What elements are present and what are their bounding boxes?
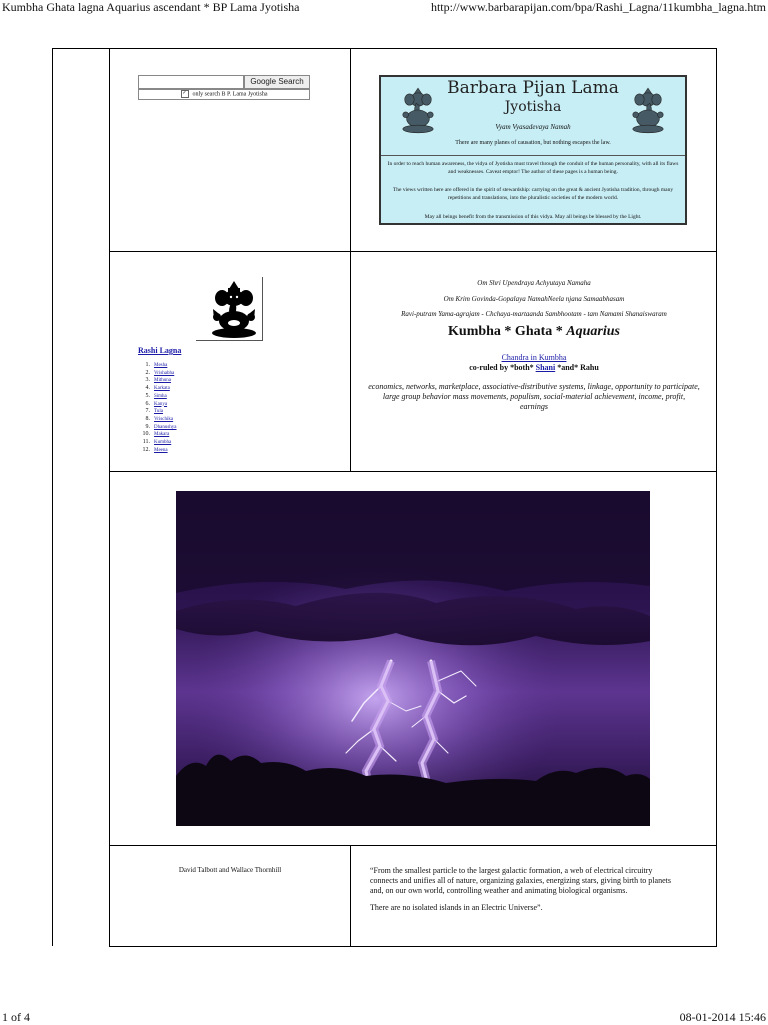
list-item <box>138 377 177 385</box>
list-number: 6. <box>145 400 150 407</box>
list-number: 8. <box>145 415 150 422</box>
rashi-link-kanya[interactable]: Kanya <box>154 401 168 407</box>
print-header-url: http://www.barbarapijan.com/bpa/Rashi_Lagna/11kumbha_lagna.htm <box>430 0 766 14</box>
rashi-link-mithuna[interactable]: Mithuna <box>154 378 171 384</box>
inner-left-line <box>109 48 110 947</box>
mid-vline-top <box>350 48 351 471</box>
list-number: 12. <box>142 446 150 453</box>
shani-link[interactable]: Shani <box>535 363 556 372</box>
right-line <box>716 48 717 947</box>
mantra-line: Om Shri Upendraya Achyutaya Namaha <box>477 279 591 287</box>
rulership-suffix: *and* Rahu <box>555 363 599 372</box>
banner-divider <box>381 155 685 156</box>
chandra-in-kumbha-link[interactable]: Chandra in Kumbha <box>501 353 567 362</box>
row-line-3 <box>109 845 717 846</box>
search-scope-label: only search B P. Lama Jyotisha <box>192 91 268 98</box>
rashi-lagna-link[interactable]: Rashi Lagna <box>138 346 182 355</box>
electric-universe-quote <box>370 866 680 920</box>
list-number: 10. <box>142 431 150 438</box>
search-input[interactable] <box>138 75 244 89</box>
rashi-link-tula[interactable]: Tula <box>154 409 163 415</box>
list-number: 1. <box>145 362 150 368</box>
rashi-link-vrischika[interactable]: Vrischika <box>154 416 174 422</box>
list-number: 9. <box>145 423 150 430</box>
keywords-text: economics, networks, marketplace, associative-distributive systems, linkage, opportunity to participate, large group behavior mass movements, populism, social-material achievement, income, profit, earnings <box>368 382 700 411</box>
top-line <box>52 48 717 49</box>
list-item <box>138 370 177 378</box>
banner-paragraph: May all beings benefit from the transmission of this vidya. May all beings be blessed by the Light. <box>424 214 642 220</box>
list-number: 2. <box>145 369 150 376</box>
banner-paragraph: In order to reach human awareness, the vidya of Jyotisha must travel through the conduit of the human personality, with all its flaws and weaknesses. Caveat emptor! The author of these pages is a human being. <box>387 161 679 175</box>
list-number: 11. <box>142 439 150 446</box>
list-number: 5. <box>145 392 150 399</box>
list-item <box>138 408 177 416</box>
banner-header <box>381 77 685 155</box>
rashi-link-mesha[interactable]: Mesha <box>154 363 168 368</box>
mantra-line: Om Krim Govinda-Gopalaya NamahNeela njana Samaabhasam <box>443 295 625 303</box>
banner-paragraph: The views written here are offered in the spirit of stewardship: carrying on the great & ancient Jyotisha tradition, through many repetitions and translations, into the pluralistic societies of the modern world. <box>392 187 674 201</box>
list-number: 3. <box>145 377 150 384</box>
print-footer-page: 1 of 4 <box>2 1010 30 1024</box>
mid-vline-bottom <box>350 845 351 947</box>
list-item <box>138 447 177 455</box>
banner-tagline: There are many planes of causation, but nothing escapes the law. <box>455 140 611 146</box>
rashi-link-simha[interactable]: Simha <box>154 393 167 399</box>
checkbox-checked-icon[interactable]: ✓ <box>182 91 187 96</box>
bottom-line <box>109 946 717 947</box>
ganesha-icon <box>204 279 264 339</box>
page-title-italic: Aquarius <box>566 324 620 339</box>
rashi-link-dhanushya[interactable]: Dhanushya <box>154 424 177 430</box>
quote-paragraph: There are no isolated islands in an Electric Universe”. <box>370 903 543 912</box>
ganesha-image <box>196 277 263 341</box>
list-item <box>138 424 177 432</box>
rulership-line <box>352 363 716 372</box>
list-item <box>138 431 177 439</box>
list-item <box>138 393 177 401</box>
rashi-link-vrishabha[interactable]: Vrishabha <box>154 370 175 376</box>
banner-subtitle: Jyotisha <box>504 99 562 115</box>
page-title-text: Kumbha * Ghata * <box>448 324 567 339</box>
search-scope-option[interactable] <box>138 89 310 100</box>
rashi-link-meena[interactable]: Meena <box>154 447 168 453</box>
mantra-line: Ravi-putram Yama-agrajam - Chchaya-martaanda Sambhootam - tam Namami Shanaiswaram <box>401 310 667 318</box>
list-item <box>138 439 177 447</box>
photo-credit: David Talbott and Wallace Thornhill <box>178 866 282 874</box>
rulership-prefix: co-ruled by *both* <box>469 363 536 372</box>
print-footer-datetime: 08-01-2014 15:46 <box>679 1010 766 1024</box>
banner-title: Barbara Pijan Lama <box>447 78 619 98</box>
outer-left-line <box>52 48 53 946</box>
banner-mantra: Vyam Vyasadevaya Namah <box>495 123 571 131</box>
list-item <box>138 362 177 370</box>
lightning-storm-photo <box>176 491 650 826</box>
rashi-link-kumbha[interactable]: Kumbha <box>154 440 172 446</box>
lightning-storm-image <box>176 491 650 826</box>
list-number: 7. <box>145 408 150 415</box>
site-search <box>138 75 310 100</box>
list-item <box>138 401 177 409</box>
google-search-button[interactable]: Google Search <box>244 75 310 89</box>
site-banner <box>379 75 687 225</box>
list-number: 4. <box>145 385 150 392</box>
row-line-1 <box>109 251 717 252</box>
rashi-link-makara[interactable]: Makara <box>154 432 170 438</box>
quote-paragraph: “From the smallest particle to the largest galactic formation, a web of electrical circuitry connects and unifies all of nature, organizing galaxies, energizing stars, giving birth to planets and, on our own world, controlling weather and animating biological organisms. <box>370 866 671 895</box>
page-title <box>352 324 716 340</box>
list-item <box>138 416 177 424</box>
print-header-title: Kumbha Ghata lagna Aquarius ascendant * BP Lama Jyotisha <box>2 0 300 14</box>
rashi-link-karkata[interactable]: Karkata <box>154 386 170 392</box>
list-item <box>138 385 177 393</box>
row-line-2 <box>109 471 717 472</box>
rashi-list <box>138 362 177 454</box>
